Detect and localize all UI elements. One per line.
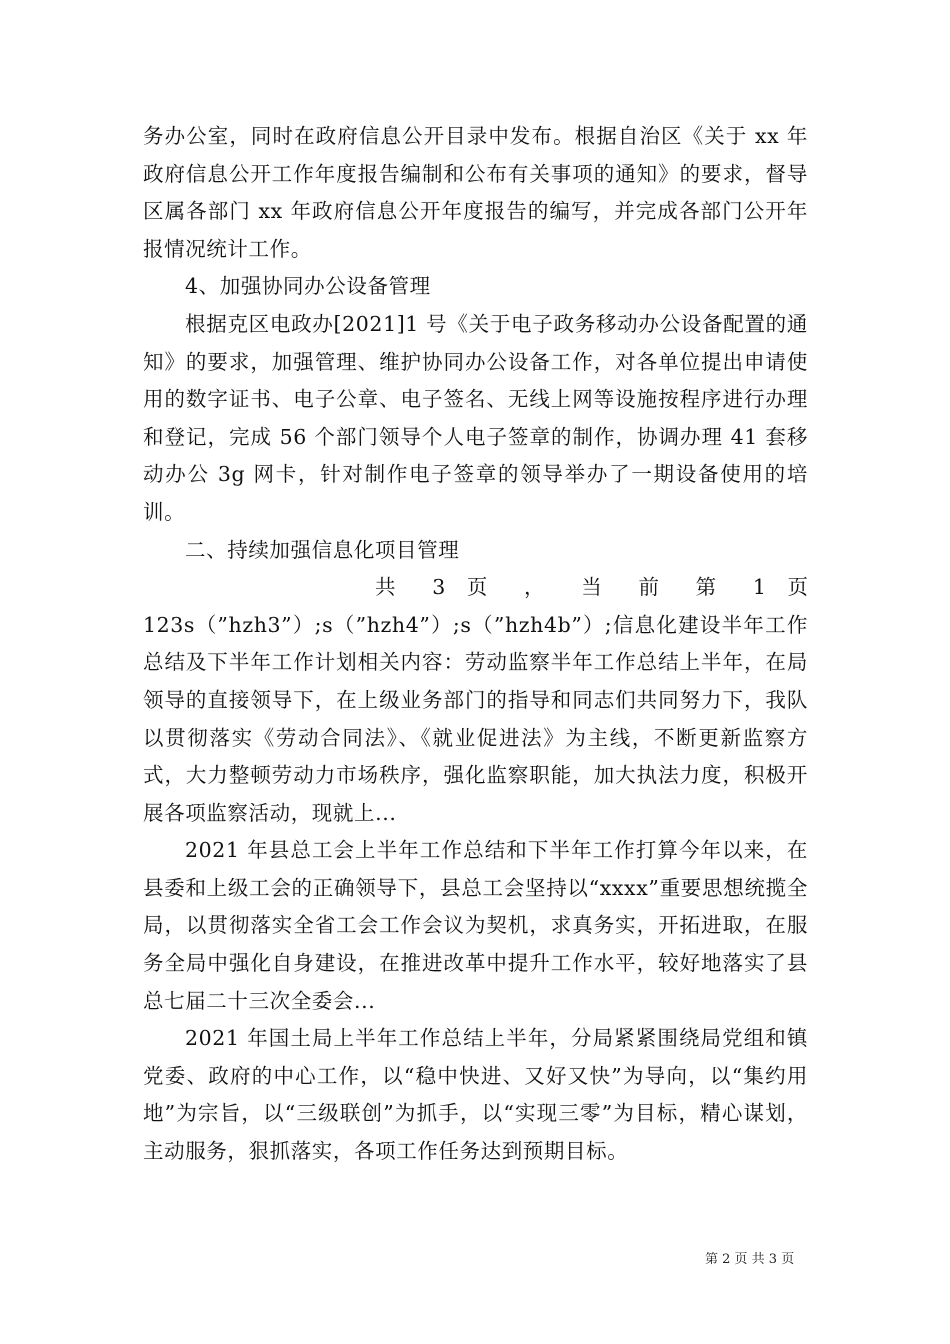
page-footer-indicator: 第 2 页 共 3 页 (705, 1252, 795, 1267)
document-body (143, 118, 808, 1171)
section-heading-project-management: 二、持续加强信息化项目管理 (185, 537, 460, 562)
inline-page-counter: 共 3 页 ， 当 前 第 1 页 (375, 575, 808, 600)
paragraph-office-equipment: 根据克区电政办[2021]1 号《关于电子政务移动办公设备配置的通知》的要求，加强管理、维护协同办公设备工作，对各单位提出申请使用的数字证书、电子公章、电子签名、无线上网等设施按程序进行办理和登记，完成 56 个部门领导个人电子签章的制作，协调办理 41 套移动办公 3g 网卡，针对制作电子签章的领导举办了一期设备使用的培训。 (143, 311, 808, 524)
paragraph-disclosure-report: 务办公室，同时在政府信息公开目录中发布。根据自治区《关于 xx 年政府信息公开工作年度报告编制和公布有关事项的通知》的要求，督导区属各部门 xx 年政府信息公开年度报告的编写，并完成各部门公开年报情况统计工作。 (143, 124, 808, 261)
paragraph-land-bureau: 2021 年国土局上半年工作总结上半年，分局紧紧围绕局党组和镇党委、政府的中心工作，以“稳中快进、又好又快”为导向，以“集约用地”为宗旨，以“三级联创”为抓手，以“实现三零”为目标，精心谋划，主动服务，狠抓落实，各项工作任务达到预期目标。 (143, 1026, 808, 1164)
paragraph-labor-inspection: 123s（”hzh3”）;s（”hzh4”）;s（”hzh4b”）;信息化建设半年工作总结及下半年工作计划相关内容：劳动监察半年工作总结上半年，在局领导的直接领导下，在上级业务部门的指导和同志们共同努力下，我队以贯彻落实《劳动合同法》、《就业促进法》为主线，不断更新监察方式，大力整顿劳动力市场秩序，强化监察职能，加大执法力度，积极开展各项监察活动，现就上... (143, 612, 808, 825)
section-heading-office-equipment: 4、加强协同办公设备管理 (185, 274, 431, 299)
paragraph-trade-union: 2021 年县总工会上半年工作总结和下半年工作打算今年以来，在县委和上级工会的正确领导下，县总工会坚持以“xxxx”重要思想统揽全局，以贯彻落实全省工会工作会议为契机，求真务实，开拓进取，在服务全局中强化自身建设，在推进改革中提升工作水平，较好地落实了县总七届二十三次全委会... (143, 838, 808, 1013)
